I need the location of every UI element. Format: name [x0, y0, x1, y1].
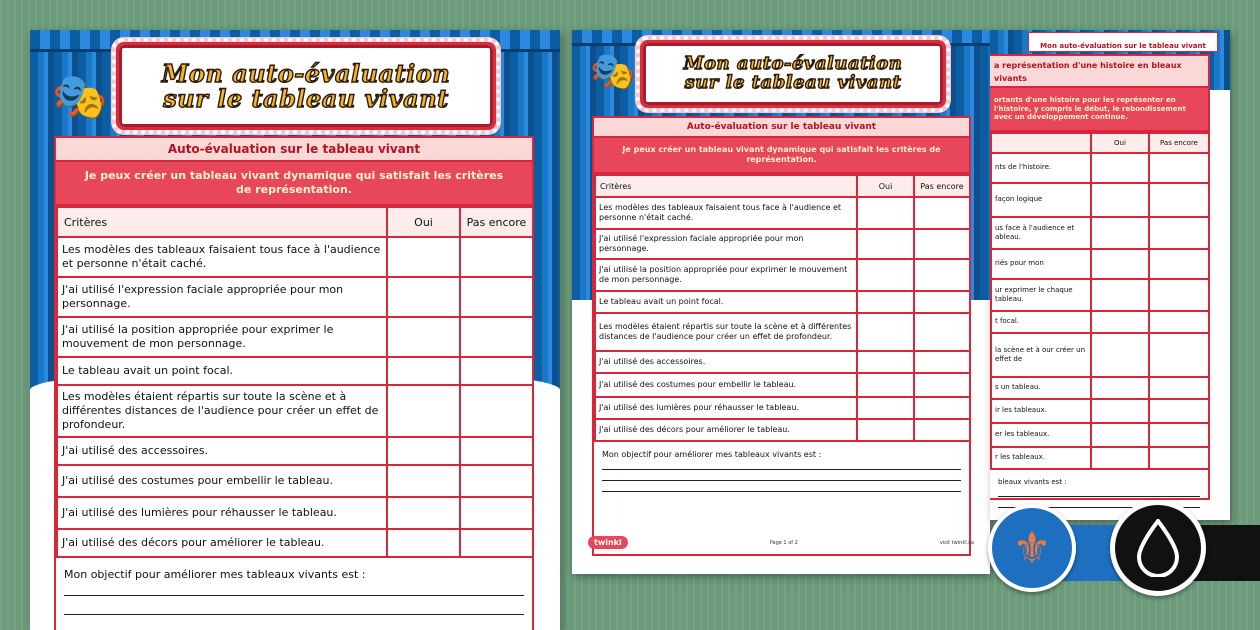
title-banner: [116, 42, 496, 130]
criterion-text: J'ai utilisé des costumes pour embellir le tableau.: [595, 373, 857, 397]
checkbox-yes[interactable]: [1091, 399, 1149, 423]
page-number: Page 1 of 2: [769, 539, 798, 546]
checkbox-not-yet[interactable]: [1149, 311, 1209, 333]
title-banner: [640, 40, 946, 108]
checkbox-yes[interactable]: [1091, 153, 1149, 183]
maple-leaf-icon: ⚜: [1012, 522, 1052, 574]
checkbox-yes[interactable]: [387, 357, 460, 385]
objective-prompt: Mon objectif pour améliorer mes tableaux vivants est :: [602, 450, 822, 459]
table-row: [991, 183, 1209, 217]
table-row: [595, 197, 970, 229]
learning-goal: Je peux créer un tableau vivant dynamique qui satisfait les critères de représentation.: [594, 138, 969, 174]
table-row: [991, 399, 1209, 423]
table-row: [991, 311, 1209, 333]
criterion-text: J'ai utilisé des costumes pour embellir le tableau.: [57, 465, 387, 497]
table-row: [57, 465, 533, 497]
checkbox-yes[interactable]: [857, 397, 914, 419]
twinkl-logo: twinkl: [588, 536, 628, 549]
criterion-text: J'ai utilisé l'expression faciale appropriée pour mon personnage.: [595, 229, 857, 259]
story-heading: a représentation d'une histoire en bleaux vivants: [990, 56, 1208, 88]
column-header-criteria: Critères: [595, 175, 857, 197]
criterion-text: ir les tableaux.: [991, 399, 1091, 423]
criterion-text: J'ai utilisé la position appropriée pour exprimer le mouvement de mon personnage.: [57, 317, 387, 357]
checkbox-not-yet[interactable]: [914, 373, 970, 397]
ink-badge: [1110, 500, 1206, 596]
checkbox-not-yet[interactable]: [460, 317, 533, 357]
checkbox-not-yet[interactable]: [914, 351, 970, 373]
checkbox-yes[interactable]: [857, 259, 914, 291]
checkbox-not-yet[interactable]: [914, 397, 970, 419]
checkbox-yes[interactable]: [857, 291, 914, 313]
checkbox-not-yet[interactable]: [1149, 153, 1209, 183]
criterion-text: r les tableaux.: [991, 447, 1091, 469]
table-row: [991, 447, 1209, 469]
criterion-text: er les tableaux.: [991, 423, 1091, 447]
criterion-text: nts de l'histoire.: [991, 153, 1091, 183]
column-header-not-yet: Pas encore: [460, 207, 533, 237]
checkbox-yes[interactable]: [1091, 183, 1149, 217]
checkbox-yes[interactable]: [1091, 279, 1149, 311]
page-footer: [572, 536, 990, 549]
theatre-masks-icon: 🎭: [52, 71, 107, 122]
table-row: [57, 277, 533, 317]
checkbox-yes[interactable]: [857, 419, 914, 441]
checkbox-not-yet[interactable]: [460, 385, 533, 437]
checkbox-yes[interactable]: [387, 497, 460, 529]
table-row: [595, 373, 970, 397]
worksheet-page-medium: [572, 30, 990, 574]
learning-goal: Je peux créer un tableau vivant dynamique qui satisfait les critères de représentation.: [56, 162, 532, 206]
title-line-2: sur le tableau vivant: [163, 84, 449, 113]
table-row: [57, 497, 533, 529]
objective-section: [56, 558, 532, 621]
evaluation-panel: [592, 116, 971, 556]
table-row: [57, 385, 533, 437]
checkbox-not-yet[interactable]: [460, 465, 533, 497]
criterion-text: J'ai utilisé des lumières pour réhausser le tableau.: [57, 497, 387, 529]
table-row: [991, 333, 1209, 377]
objective-section: [594, 442, 969, 498]
mini-title: Mon auto-évaluation sur le tableau vivant: [1040, 42, 1206, 50]
table-row: [57, 317, 533, 357]
column-header-yes: Oui: [857, 175, 914, 197]
checkbox-yes[interactable]: [1091, 423, 1149, 447]
checkbox-yes[interactable]: [1091, 333, 1149, 377]
criterion-text: J'ai utilisé des lumières pour réhausser le tableau.: [595, 397, 857, 419]
subtitle: Auto-évaluation sur le tableau vivant: [56, 138, 532, 162]
criterion-text: s un tableau.: [991, 377, 1091, 399]
checkbox-yes[interactable]: [857, 229, 914, 259]
table-row: [57, 357, 533, 385]
criteria-table: [56, 206, 534, 558]
writing-line: [64, 595, 524, 596]
table-row: [991, 249, 1209, 279]
criterion-text: Les modèles des tableaux faisaient tous face à l'audience et personne n'était caché.: [595, 197, 857, 229]
checkbox-yes[interactable]: [387, 465, 460, 497]
checkbox-yes[interactable]: [387, 237, 460, 277]
checkbox-not-yet[interactable]: [460, 237, 533, 277]
subtitle: Auto-évaluation sur le tableau vivant: [594, 118, 969, 138]
table-row: [595, 351, 970, 373]
table-row: [57, 437, 533, 465]
ink-drop-icon: [1135, 519, 1181, 577]
checkbox-not-yet[interactable]: [1149, 183, 1209, 217]
table-row: [991, 377, 1209, 399]
criterion-text: Les modèles étaient répartis sur toute la scène et à différentes distances de l'audience pour créer un effet de profondeur.: [57, 385, 387, 437]
story-goal: ortants d'une histoire pour les représenter en l'histoire, y compris le début, le rebondissement avec un développement continue.: [990, 88, 1208, 132]
story-table: [990, 132, 1210, 470]
column-header-not-yet: Pas encore: [1149, 133, 1209, 153]
criterion-text: J'ai utilisé des décors pour améliorer le tableau.: [57, 529, 387, 557]
table-row: [595, 259, 970, 291]
evaluation-panel: [54, 136, 534, 630]
checkbox-not-yet[interactable]: [914, 229, 970, 259]
checkbox-not-yet[interactable]: [460, 277, 533, 317]
criterion-text: J'ai utilisé des décors pour améliorer le tableau.: [595, 419, 857, 441]
criterion-text: façon logique: [991, 183, 1091, 217]
criterion-text: Les modèles étaient répartis sur toute la scène et à différentes distances de l'audience pour créer un effet de profondeur.: [595, 313, 857, 351]
column-header-not-yet: Pas encore: [914, 175, 970, 197]
writing-line: [998, 496, 1200, 497]
criterion-text: us face à l'audience et ableau.: [991, 217, 1091, 249]
table-row: [57, 237, 533, 277]
column-header-criteria: Critères: [57, 207, 387, 237]
criterion-text: J'ai utilisé des accessoires.: [595, 351, 857, 373]
criterion-text: Le tableau avait un point focal.: [595, 291, 857, 313]
criterion-text: J'ai utilisé la position appropriée pour exprimer le mouvement de mon personnage.: [595, 259, 857, 291]
checkbox-yes[interactable]: [387, 529, 460, 557]
mini-title-box: [1028, 32, 1218, 52]
title-line-1: Mon auto-évaluation: [683, 53, 903, 75]
writing-line: [64, 614, 524, 615]
objective-prompt: bleaux vivants est :: [998, 478, 1067, 486]
checkbox-yes[interactable]: [1091, 377, 1149, 399]
title-line-2: sur le tableau vivant: [684, 72, 902, 93]
site-link: visit twinkl.ca: [939, 539, 974, 546]
column-header-criteria: [991, 133, 1091, 153]
checkbox-yes[interactable]: [1091, 447, 1149, 469]
theatre-masks-icon: 🎭: [590, 51, 635, 92]
checkbox-yes[interactable]: [387, 437, 460, 465]
criterion-text: riés pour mon: [991, 249, 1091, 279]
criterion-text: ur exprimer le chaque tableau.: [991, 279, 1091, 311]
writing-line: [602, 480, 961, 481]
table-row: [991, 279, 1209, 311]
checkbox-not-yet[interactable]: [1149, 249, 1209, 279]
worksheet-page-large: [30, 30, 560, 630]
table-row: [991, 423, 1209, 447]
checkbox-yes[interactable]: [857, 351, 914, 373]
writing-line: [602, 469, 961, 470]
table-row: [595, 291, 970, 313]
table-row: [595, 229, 970, 259]
table-row: [595, 397, 970, 419]
checkbox-not-yet[interactable]: [1149, 423, 1209, 447]
checkbox-yes[interactable]: [857, 313, 914, 351]
table-row: [991, 217, 1209, 249]
checkbox-not-yet[interactable]: [460, 529, 533, 557]
table-row: [57, 529, 533, 557]
checkbox-yes[interactable]: [857, 197, 914, 229]
table-row: [991, 153, 1209, 183]
title-line-1: Mon auto-évaluation: [161, 58, 451, 88]
objective-prompt: Mon objectif pour améliorer mes tableaux vivants est :: [64, 568, 366, 581]
checkbox-not-yet[interactable]: [914, 419, 970, 441]
criterion-text: la scène et à our créer un effet de: [991, 333, 1091, 377]
criterion-text: Le tableau avait un point focal.: [57, 357, 387, 385]
checkbox-yes[interactable]: [387, 277, 460, 317]
criteria-table: [594, 174, 971, 442]
checkbox-yes[interactable]: [857, 373, 914, 397]
checkbox-not-yet[interactable]: [914, 291, 970, 313]
checkbox-yes[interactable]: [1091, 311, 1149, 333]
criterion-text: J'ai utilisé des accessoires.: [57, 437, 387, 465]
checkbox-not-yet[interactable]: [914, 197, 970, 229]
checkbox-yes[interactable]: [387, 385, 460, 437]
criterion-text: Les modèles des tableaux faisaient tous face à l'audience et personne n'était caché.: [57, 237, 387, 277]
checkbox-not-yet[interactable]: [1149, 399, 1209, 423]
checkbox-yes[interactable]: [1091, 217, 1149, 249]
checkbox-not-yet[interactable]: [1149, 377, 1209, 399]
table-row: [595, 419, 970, 441]
table-row: [595, 313, 970, 351]
column-header-yes: Oui: [387, 207, 460, 237]
checkbox-yes[interactable]: [387, 317, 460, 357]
story-panel: [990, 54, 1210, 500]
checkbox-not-yet[interactable]: [460, 437, 533, 465]
criterion-text: J'ai utilisé l'expression faciale appropriée pour mon personnage.: [57, 277, 387, 317]
checkbox-not-yet[interactable]: [1149, 279, 1209, 311]
checkbox-not-yet[interactable]: [460, 357, 533, 385]
column-header-yes: Oui: [1091, 133, 1149, 153]
checkbox-not-yet[interactable]: [460, 497, 533, 529]
criterion-text: t focal.: [991, 311, 1091, 333]
checkbox-not-yet[interactable]: [1149, 333, 1209, 377]
checkbox-yes[interactable]: [1091, 249, 1149, 279]
checkbox-not-yet[interactable]: [914, 313, 970, 351]
checkbox-not-yet[interactable]: [1149, 217, 1209, 249]
checkbox-not-yet[interactable]: [914, 259, 970, 291]
canada-badge: [988, 504, 1076, 592]
writing-line: [602, 491, 961, 492]
checkbox-not-yet[interactable]: [1149, 447, 1209, 469]
worksheet-page-partial: [990, 30, 1230, 520]
